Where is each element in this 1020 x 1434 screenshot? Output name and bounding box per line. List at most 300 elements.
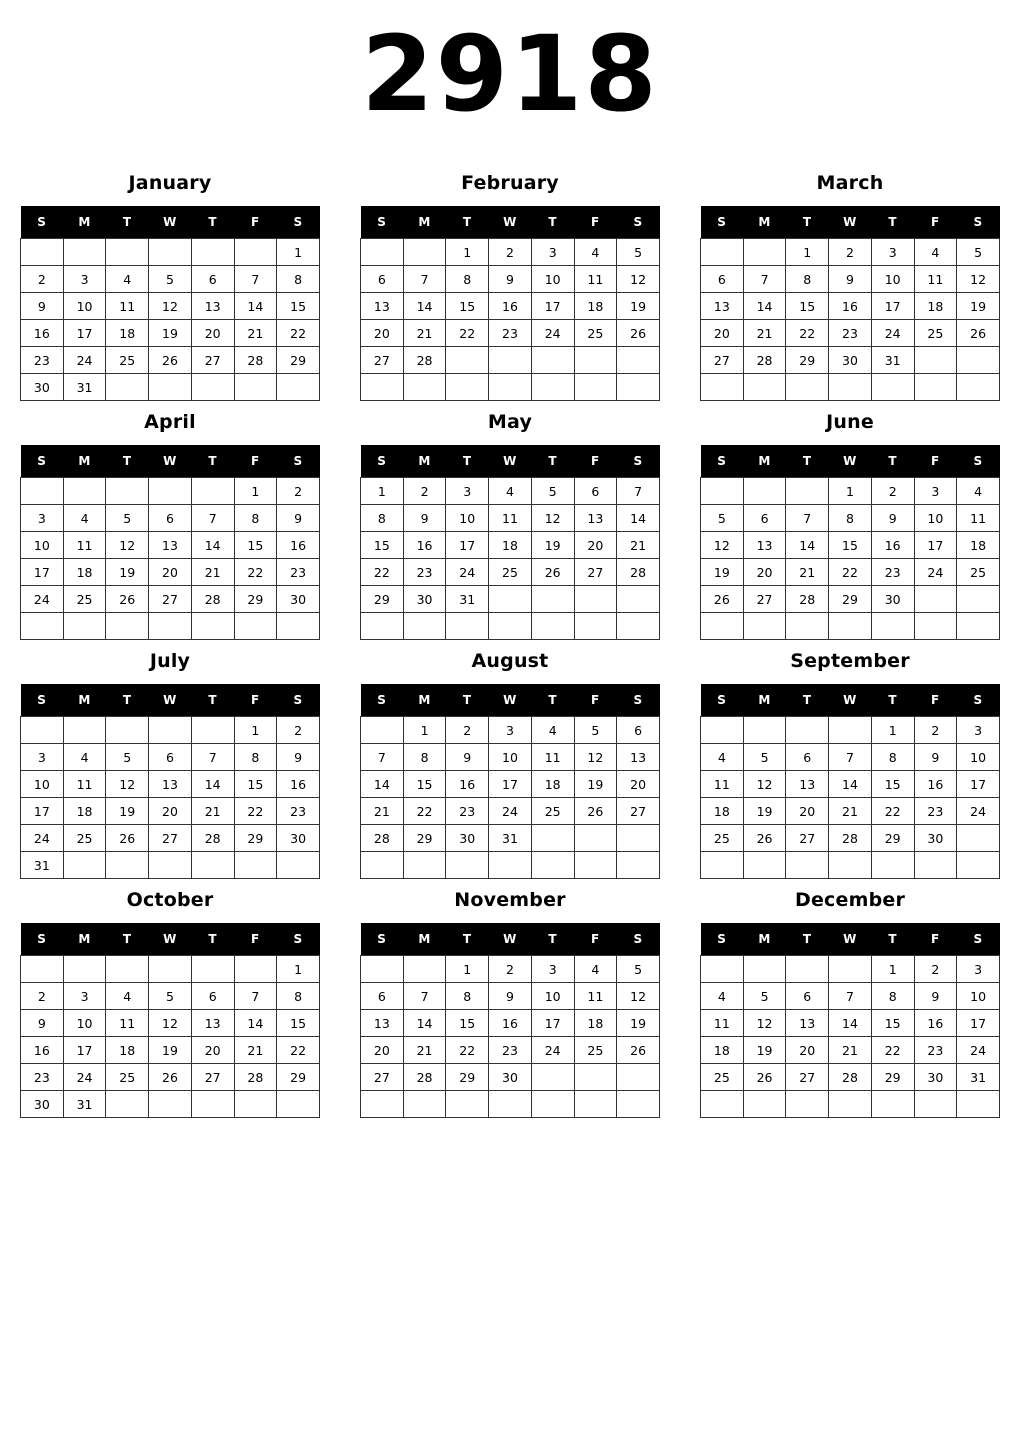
- day-cell[interactable]: 19: [701, 559, 744, 586]
- day-cell[interactable]: 16: [489, 1010, 532, 1037]
- day-cell[interactable]: 20: [786, 1037, 829, 1064]
- day-cell[interactable]: 31: [63, 1091, 106, 1118]
- day-cell[interactable]: 27: [361, 347, 404, 374]
- day-cell[interactable]: 30: [829, 347, 872, 374]
- day-cell[interactable]: 4: [106, 266, 149, 293]
- day-cell[interactable]: 20: [191, 1037, 234, 1064]
- day-cell[interactable]: 23: [21, 1064, 64, 1091]
- day-cell[interactable]: 6: [617, 717, 660, 744]
- day-cell[interactable]: 10: [531, 983, 574, 1010]
- day-cell[interactable]: 23: [489, 320, 532, 347]
- day-cell[interactable]: 3: [21, 505, 64, 532]
- day-cell[interactable]: 23: [277, 798, 320, 825]
- day-cell[interactable]: 27: [574, 559, 617, 586]
- day-cell[interactable]: 17: [531, 293, 574, 320]
- day-cell[interactable]: 5: [743, 744, 786, 771]
- day-cell[interactable]: 3: [446, 478, 489, 505]
- day-cell[interactable]: 24: [957, 1037, 1000, 1064]
- day-cell[interactable]: 11: [106, 293, 149, 320]
- day-cell[interactable]: 22: [829, 559, 872, 586]
- day-cell[interactable]: 7: [191, 744, 234, 771]
- day-cell[interactable]: 28: [191, 825, 234, 852]
- day-cell[interactable]: 18: [531, 771, 574, 798]
- day-cell[interactable]: 1: [446, 239, 489, 266]
- day-cell[interactable]: 10: [914, 505, 957, 532]
- day-cell[interactable]: 23: [21, 347, 64, 374]
- day-cell[interactable]: 24: [531, 320, 574, 347]
- day-cell[interactable]: 19: [106, 559, 149, 586]
- day-cell[interactable]: 4: [63, 744, 106, 771]
- day-cell[interactable]: 1: [786, 239, 829, 266]
- day-cell[interactable]: 29: [277, 347, 320, 374]
- day-cell[interactable]: 23: [871, 559, 914, 586]
- day-cell[interactable]: 30: [21, 374, 64, 401]
- day-cell[interactable]: 12: [531, 505, 574, 532]
- day-cell[interactable]: 28: [829, 825, 872, 852]
- day-cell[interactable]: 25: [106, 1064, 149, 1091]
- day-cell[interactable]: 28: [829, 1064, 872, 1091]
- day-cell[interactable]: 12: [149, 293, 192, 320]
- day-cell[interactable]: 29: [829, 586, 872, 613]
- day-cell[interactable]: 9: [829, 266, 872, 293]
- day-cell[interactable]: 2: [871, 478, 914, 505]
- day-cell[interactable]: 7: [786, 505, 829, 532]
- day-cell[interactable]: 13: [743, 532, 786, 559]
- day-cell[interactable]: 9: [871, 505, 914, 532]
- day-cell[interactable]: 2: [277, 717, 320, 744]
- day-cell[interactable]: 3: [871, 239, 914, 266]
- day-cell[interactable]: 1: [871, 956, 914, 983]
- day-cell[interactable]: 18: [574, 293, 617, 320]
- day-cell[interactable]: 30: [871, 586, 914, 613]
- day-cell[interactable]: 2: [489, 956, 532, 983]
- day-cell[interactable]: 25: [63, 586, 106, 613]
- day-cell[interactable]: 2: [446, 717, 489, 744]
- day-cell[interactable]: 22: [277, 320, 320, 347]
- day-cell[interactable]: 22: [871, 798, 914, 825]
- day-cell[interactable]: 20: [361, 1037, 404, 1064]
- day-cell[interactable]: 18: [106, 320, 149, 347]
- day-cell[interactable]: 5: [149, 266, 192, 293]
- day-cell[interactable]: 11: [701, 1010, 744, 1037]
- day-cell[interactable]: 1: [234, 717, 277, 744]
- day-cell[interactable]: 25: [957, 559, 1000, 586]
- day-cell[interactable]: 19: [957, 293, 1000, 320]
- day-cell[interactable]: 18: [574, 1010, 617, 1037]
- day-cell[interactable]: 21: [829, 1037, 872, 1064]
- day-cell[interactable]: 11: [701, 771, 744, 798]
- day-cell[interactable]: 4: [914, 239, 957, 266]
- day-cell[interactable]: 7: [743, 266, 786, 293]
- day-cell[interactable]: 2: [21, 983, 64, 1010]
- day-cell[interactable]: 23: [914, 1037, 957, 1064]
- day-cell[interactable]: 16: [446, 771, 489, 798]
- day-cell[interactable]: 5: [531, 478, 574, 505]
- day-cell[interactable]: 29: [871, 1064, 914, 1091]
- day-cell[interactable]: 6: [786, 744, 829, 771]
- day-cell[interactable]: 17: [957, 771, 1000, 798]
- day-cell[interactable]: 3: [21, 744, 64, 771]
- day-cell[interactable]: 19: [149, 1037, 192, 1064]
- day-cell[interactable]: 22: [234, 798, 277, 825]
- day-cell[interactable]: 13: [361, 1010, 404, 1037]
- day-cell[interactable]: 16: [277, 532, 320, 559]
- day-cell[interactable]: 24: [446, 559, 489, 586]
- day-cell[interactable]: 14: [617, 505, 660, 532]
- day-cell[interactable]: 6: [574, 478, 617, 505]
- day-cell[interactable]: 16: [21, 320, 64, 347]
- day-cell[interactable]: 4: [574, 956, 617, 983]
- day-cell[interactable]: 13: [786, 771, 829, 798]
- day-cell[interactable]: 2: [21, 266, 64, 293]
- day-cell[interactable]: 21: [403, 1037, 446, 1064]
- day-cell[interactable]: 20: [743, 559, 786, 586]
- day-cell[interactable]: 5: [701, 505, 744, 532]
- day-cell[interactable]: 25: [531, 798, 574, 825]
- day-cell[interactable]: 2: [914, 956, 957, 983]
- day-cell[interactable]: 5: [743, 983, 786, 1010]
- day-cell[interactable]: 21: [191, 798, 234, 825]
- day-cell[interactable]: 18: [914, 293, 957, 320]
- day-cell[interactable]: 13: [149, 532, 192, 559]
- day-cell[interactable]: 21: [403, 320, 446, 347]
- day-cell[interactable]: 14: [403, 293, 446, 320]
- day-cell[interactable]: 29: [234, 825, 277, 852]
- day-cell[interactable]: 27: [786, 1064, 829, 1091]
- day-cell[interactable]: 10: [63, 1010, 106, 1037]
- day-cell[interactable]: 2: [403, 478, 446, 505]
- day-cell[interactable]: 11: [914, 266, 957, 293]
- day-cell[interactable]: 8: [829, 505, 872, 532]
- day-cell[interactable]: 16: [489, 293, 532, 320]
- day-cell[interactable]: 28: [786, 586, 829, 613]
- day-cell[interactable]: 30: [21, 1091, 64, 1118]
- day-cell[interactable]: 8: [277, 983, 320, 1010]
- day-cell[interactable]: 3: [531, 956, 574, 983]
- day-cell[interactable]: 18: [957, 532, 1000, 559]
- day-cell[interactable]: 19: [531, 532, 574, 559]
- day-cell[interactable]: 3: [957, 956, 1000, 983]
- day-cell[interactable]: 21: [786, 559, 829, 586]
- day-cell[interactable]: 22: [786, 320, 829, 347]
- day-cell[interactable]: 15: [277, 293, 320, 320]
- day-cell[interactable]: 25: [489, 559, 532, 586]
- day-cell[interactable]: 15: [277, 1010, 320, 1037]
- day-cell[interactable]: 30: [277, 586, 320, 613]
- day-cell[interactable]: 18: [701, 1037, 744, 1064]
- day-cell[interactable]: 15: [234, 532, 277, 559]
- day-cell[interactable]: 20: [617, 771, 660, 798]
- day-cell[interactable]: 22: [446, 320, 489, 347]
- day-cell[interactable]: 15: [446, 1010, 489, 1037]
- day-cell[interactable]: 24: [871, 320, 914, 347]
- day-cell[interactable]: 22: [871, 1037, 914, 1064]
- day-cell[interactable]: 28: [743, 347, 786, 374]
- day-cell[interactable]: 18: [63, 559, 106, 586]
- day-cell[interactable]: 29: [277, 1064, 320, 1091]
- day-cell[interactable]: 6: [149, 505, 192, 532]
- day-cell[interactable]: 7: [829, 744, 872, 771]
- day-cell[interactable]: 6: [361, 983, 404, 1010]
- day-cell[interactable]: 23: [489, 1037, 532, 1064]
- day-cell[interactable]: 19: [743, 1037, 786, 1064]
- day-cell[interactable]: 31: [21, 852, 64, 879]
- day-cell[interactable]: 10: [21, 771, 64, 798]
- day-cell[interactable]: 11: [531, 744, 574, 771]
- day-cell[interactable]: 1: [361, 478, 404, 505]
- day-cell[interactable]: 16: [914, 1010, 957, 1037]
- day-cell[interactable]: 14: [191, 532, 234, 559]
- day-cell[interactable]: 21: [361, 798, 404, 825]
- day-cell[interactable]: 13: [574, 505, 617, 532]
- day-cell[interactable]: 22: [234, 559, 277, 586]
- day-cell[interactable]: 10: [957, 983, 1000, 1010]
- day-cell[interactable]: 23: [829, 320, 872, 347]
- day-cell[interactable]: 10: [489, 744, 532, 771]
- day-cell[interactable]: 26: [149, 347, 192, 374]
- day-cell[interactable]: 27: [191, 1064, 234, 1091]
- day-cell[interactable]: 15: [403, 771, 446, 798]
- day-cell[interactable]: 9: [914, 983, 957, 1010]
- day-cell[interactable]: 7: [403, 983, 446, 1010]
- day-cell[interactable]: 29: [871, 825, 914, 852]
- day-cell[interactable]: 13: [149, 771, 192, 798]
- day-cell[interactable]: 3: [63, 983, 106, 1010]
- day-cell[interactable]: 4: [701, 744, 744, 771]
- day-cell[interactable]: 7: [234, 266, 277, 293]
- day-cell[interactable]: 18: [106, 1037, 149, 1064]
- day-cell[interactable]: 2: [914, 717, 957, 744]
- day-cell[interactable]: 25: [106, 347, 149, 374]
- day-cell[interactable]: 15: [786, 293, 829, 320]
- day-cell[interactable]: 5: [149, 983, 192, 1010]
- day-cell[interactable]: 15: [871, 1010, 914, 1037]
- day-cell[interactable]: 15: [361, 532, 404, 559]
- day-cell[interactable]: 27: [191, 347, 234, 374]
- day-cell[interactable]: 5: [617, 956, 660, 983]
- day-cell[interactable]: 27: [361, 1064, 404, 1091]
- day-cell[interactable]: 25: [63, 825, 106, 852]
- day-cell[interactable]: 11: [63, 771, 106, 798]
- day-cell[interactable]: 17: [489, 771, 532, 798]
- day-cell[interactable]: 8: [871, 983, 914, 1010]
- day-cell[interactable]: 4: [701, 983, 744, 1010]
- day-cell[interactable]: 23: [277, 559, 320, 586]
- day-cell[interactable]: 17: [63, 1037, 106, 1064]
- day-cell[interactable]: 14: [829, 771, 872, 798]
- day-cell[interactable]: 13: [191, 1010, 234, 1037]
- day-cell[interactable]: 17: [21, 559, 64, 586]
- day-cell[interactable]: 2: [829, 239, 872, 266]
- day-cell[interactable]: 14: [361, 771, 404, 798]
- day-cell[interactable]: 10: [446, 505, 489, 532]
- day-cell[interactable]: 10: [63, 293, 106, 320]
- day-cell[interactable]: 10: [531, 266, 574, 293]
- day-cell[interactable]: 28: [234, 347, 277, 374]
- day-cell[interactable]: 14: [234, 293, 277, 320]
- day-cell[interactable]: 30: [914, 1064, 957, 1091]
- day-cell[interactable]: 14: [743, 293, 786, 320]
- day-cell[interactable]: 19: [743, 798, 786, 825]
- day-cell[interactable]: 9: [446, 744, 489, 771]
- day-cell[interactable]: 3: [914, 478, 957, 505]
- day-cell[interactable]: 12: [701, 532, 744, 559]
- day-cell[interactable]: 2: [277, 478, 320, 505]
- day-cell[interactable]: 24: [914, 559, 957, 586]
- day-cell[interactable]: 29: [403, 825, 446, 852]
- day-cell[interactable]: 30: [446, 825, 489, 852]
- day-cell[interactable]: 7: [234, 983, 277, 1010]
- day-cell[interactable]: 18: [63, 798, 106, 825]
- day-cell[interactable]: 1: [234, 478, 277, 505]
- day-cell[interactable]: 8: [403, 744, 446, 771]
- day-cell[interactable]: 9: [914, 744, 957, 771]
- day-cell[interactable]: 8: [234, 744, 277, 771]
- day-cell[interactable]: 7: [361, 744, 404, 771]
- day-cell[interactable]: 16: [21, 1037, 64, 1064]
- day-cell[interactable]: 16: [403, 532, 446, 559]
- day-cell[interactable]: 10: [21, 532, 64, 559]
- day-cell[interactable]: 1: [829, 478, 872, 505]
- day-cell[interactable]: 9: [489, 266, 532, 293]
- day-cell[interactable]: 24: [489, 798, 532, 825]
- day-cell[interactable]: 4: [489, 478, 532, 505]
- day-cell[interactable]: 25: [574, 1037, 617, 1064]
- day-cell[interactable]: 8: [446, 266, 489, 293]
- day-cell[interactable]: 22: [446, 1037, 489, 1064]
- day-cell[interactable]: 8: [361, 505, 404, 532]
- day-cell[interactable]: 12: [743, 1010, 786, 1037]
- day-cell[interactable]: 26: [617, 1037, 660, 1064]
- day-cell[interactable]: 14: [786, 532, 829, 559]
- day-cell[interactable]: 27: [617, 798, 660, 825]
- day-cell[interactable]: 31: [63, 374, 106, 401]
- day-cell[interactable]: 30: [914, 825, 957, 852]
- day-cell[interactable]: 17: [446, 532, 489, 559]
- day-cell[interactable]: 15: [234, 771, 277, 798]
- day-cell[interactable]: 18: [489, 532, 532, 559]
- day-cell[interactable]: 29: [786, 347, 829, 374]
- day-cell[interactable]: 8: [446, 983, 489, 1010]
- day-cell[interactable]: 24: [21, 586, 64, 613]
- day-cell[interactable]: 15: [446, 293, 489, 320]
- day-cell[interactable]: 14: [191, 771, 234, 798]
- day-cell[interactable]: 21: [234, 320, 277, 347]
- day-cell[interactable]: 15: [871, 771, 914, 798]
- day-cell[interactable]: 27: [149, 825, 192, 852]
- day-cell[interactable]: 20: [786, 798, 829, 825]
- day-cell[interactable]: 31: [489, 825, 532, 852]
- day-cell[interactable]: 12: [106, 771, 149, 798]
- day-cell[interactable]: 6: [786, 983, 829, 1010]
- day-cell[interactable]: 3: [957, 717, 1000, 744]
- day-cell[interactable]: 5: [957, 239, 1000, 266]
- day-cell[interactable]: 12: [106, 532, 149, 559]
- day-cell[interactable]: 28: [234, 1064, 277, 1091]
- day-cell[interactable]: 9: [21, 293, 64, 320]
- day-cell[interactable]: 5: [106, 744, 149, 771]
- day-cell[interactable]: 18: [701, 798, 744, 825]
- day-cell[interactable]: 25: [914, 320, 957, 347]
- day-cell[interactable]: 21: [743, 320, 786, 347]
- day-cell[interactable]: 14: [829, 1010, 872, 1037]
- day-cell[interactable]: 24: [63, 1064, 106, 1091]
- day-cell[interactable]: 28: [617, 559, 660, 586]
- day-cell[interactable]: 17: [871, 293, 914, 320]
- day-cell[interactable]: 28: [403, 1064, 446, 1091]
- day-cell[interactable]: 21: [191, 559, 234, 586]
- day-cell[interactable]: 1: [403, 717, 446, 744]
- day-cell[interactable]: 28: [361, 825, 404, 852]
- day-cell[interactable]: 10: [871, 266, 914, 293]
- day-cell[interactable]: 3: [489, 717, 532, 744]
- day-cell[interactable]: 27: [743, 586, 786, 613]
- day-cell[interactable]: 28: [403, 347, 446, 374]
- day-cell[interactable]: 13: [786, 1010, 829, 1037]
- day-cell[interactable]: 26: [531, 559, 574, 586]
- day-cell[interactable]: 9: [403, 505, 446, 532]
- day-cell[interactable]: 29: [361, 586, 404, 613]
- day-cell[interactable]: 7: [191, 505, 234, 532]
- day-cell[interactable]: 23: [446, 798, 489, 825]
- day-cell[interactable]: 16: [829, 293, 872, 320]
- day-cell[interactable]: 20: [149, 798, 192, 825]
- day-cell[interactable]: 6: [149, 744, 192, 771]
- day-cell[interactable]: 12: [957, 266, 1000, 293]
- day-cell[interactable]: 26: [957, 320, 1000, 347]
- day-cell[interactable]: 3: [531, 239, 574, 266]
- day-cell[interactable]: 29: [446, 1064, 489, 1091]
- day-cell[interactable]: 10: [957, 744, 1000, 771]
- day-cell[interactable]: 4: [531, 717, 574, 744]
- day-cell[interactable]: 11: [489, 505, 532, 532]
- day-cell[interactable]: 6: [191, 983, 234, 1010]
- day-cell[interactable]: 31: [446, 586, 489, 613]
- day-cell[interactable]: 25: [574, 320, 617, 347]
- day-cell[interactable]: 9: [21, 1010, 64, 1037]
- day-cell[interactable]: 17: [63, 320, 106, 347]
- day-cell[interactable]: 1: [871, 717, 914, 744]
- day-cell[interactable]: 22: [403, 798, 446, 825]
- day-cell[interactable]: 11: [63, 532, 106, 559]
- day-cell[interactable]: 19: [106, 798, 149, 825]
- day-cell[interactable]: 9: [489, 983, 532, 1010]
- day-cell[interactable]: 12: [617, 983, 660, 1010]
- day-cell[interactable]: 20: [149, 559, 192, 586]
- day-cell[interactable]: 7: [829, 983, 872, 1010]
- day-cell[interactable]: 28: [191, 586, 234, 613]
- day-cell[interactable]: 12: [617, 266, 660, 293]
- day-cell[interactable]: 6: [191, 266, 234, 293]
- day-cell[interactable]: 9: [277, 744, 320, 771]
- day-cell[interactable]: 1: [277, 956, 320, 983]
- day-cell[interactable]: 16: [277, 771, 320, 798]
- day-cell[interactable]: 27: [786, 825, 829, 852]
- day-cell[interactable]: 8: [786, 266, 829, 293]
- day-cell[interactable]: 12: [149, 1010, 192, 1037]
- day-cell[interactable]: 21: [829, 798, 872, 825]
- day-cell[interactable]: 14: [403, 1010, 446, 1037]
- day-cell[interactable]: 24: [21, 825, 64, 852]
- day-cell[interactable]: 20: [361, 320, 404, 347]
- day-cell[interactable]: 31: [871, 347, 914, 374]
- day-cell[interactable]: 6: [701, 266, 744, 293]
- day-cell[interactable]: 4: [106, 983, 149, 1010]
- day-cell[interactable]: 6: [743, 505, 786, 532]
- day-cell[interactable]: 17: [957, 1010, 1000, 1037]
- day-cell[interactable]: 22: [277, 1037, 320, 1064]
- day-cell[interactable]: 9: [277, 505, 320, 532]
